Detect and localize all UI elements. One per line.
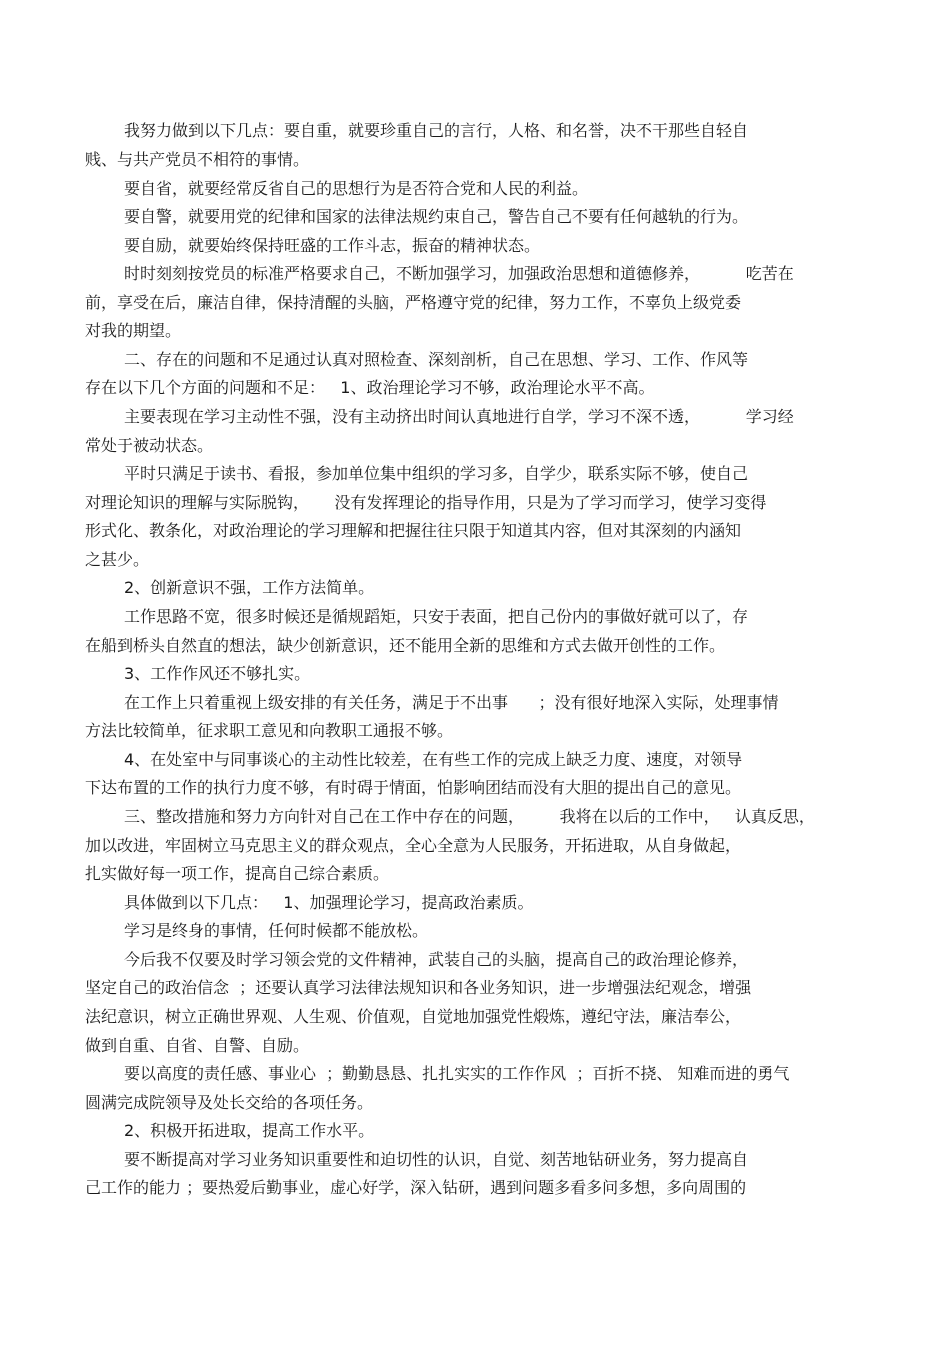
text-line: 要不断提高对学习业务知识重要性和迫切性的认识，自觉、刻苦地钻研业务，努力提高自 (124, 1150, 749, 1169)
text-line: 2、创新意识不强，工作方法简单。 (124, 578, 375, 597)
text-line: 二、存在的问题和不足通过认真对照检查、深刻剖析，自己在思想、学习、工作、作风等 (124, 350, 749, 369)
text-line: 学习是终身的事情，任何时候都不能放松。 (124, 921, 429, 940)
text-line: 做到自重、自省、自警、自励。 (85, 1036, 310, 1055)
text-line: 2、积极开拓进取，提高工作水平。 (124, 1121, 375, 1140)
text-line: 具体做到以下几点： 1、加强理论学习，提高政治素质。 (124, 893, 534, 912)
text-line: 要以高度的责任感、事业心 ；勤勤恳恳、扎扎实实的工作作风 ；百折不挠、 知难而进的勇气 (124, 1064, 790, 1083)
text-line: 己工作的能力 ；要热爱后勤事业，虚心好学，深入钻研，遇到问题多看多问多想，多向周围的 (85, 1178, 747, 1197)
text-line: 要自励，就要始终保持旺盛的工作斗志，振奋的精神状态。 (124, 236, 541, 255)
text-line: 坚定自己的政治信念 ；还要认真学习法律法规知识和各业务知识，进一步增强法纪观念，增强 (85, 978, 752, 997)
text-line: 前，享受在后，廉洁自律，保持清醒的头脑，严格遵守党的纪律，努力工作，不辜负上级党委 (85, 293, 742, 312)
text-line: 对理论知识的理解与实际脱钩， 没有发挥理论的指导作用，只是为了学习而学习，使学习变得 (85, 493, 767, 512)
text-line: 法纪意识，树立正确世界观、人生观、价值观，自觉地加强党性煅炼，遵纪守法，廉洁奉公， (85, 1007, 742, 1026)
text-line: 时时刻刻按党员的标准严格要求自己，不断加强学习，加强政治思想和道德修养， 吃苦在 (124, 264, 794, 283)
text-line: 工作思路不宽，很多时候还是循规蹈矩，只安于表面，把自己份内的事做好就可以了，存 (124, 607, 749, 626)
text-line: 要自警，就要用党的纪律和国家的法律法规约束自己，警告自己不要有任何越轨的行为。 (124, 207, 749, 226)
text-line: 之甚少。 (85, 550, 150, 569)
text-line: 我努力做到以下几点：要自重，就要珍重自己的言行，人格、和名誉，决不干那些自轻自 (124, 121, 749, 140)
text-line: 4、在处室中与同事谈心的主动性比较差，在有些工作的完成上缺乏力度、速度，对领导 (124, 750, 743, 769)
text-line: 三、整改措施和努力方向针对自己在工作中存在的问题， 我将在以后的工作中， 认真反思， (124, 807, 815, 826)
text-line: 在船到桥头自然直的想法，缺少创新意识，还不能用全新的思维和方式去做开创性的工作。 (85, 636, 726, 655)
text-line: 圆满完成院领导及处长交给的各项任务。 (85, 1093, 374, 1112)
text-line: 加以改进，牢固树立马克思主义的群众观点，全心全意为人民服务，开拓进取，从自身做起， (85, 836, 742, 855)
text-line: 存在以下几个方面的问题和不足： 1、政治理论学习不够，政治理论水平不高。 (85, 378, 655, 397)
text-line: 方法比较简单，征求职工意见和向教职工通报不够。 (85, 721, 454, 740)
text-line: 形式化、教条化，对政治理论的学习理解和把握往往只限于知道其内容，但对其深刻的内涵知 (85, 521, 742, 540)
text-line: 主要表现在学习主动性不强，没有主动挤出时间认真地进行自学，学习不深不透， 学习经 (124, 407, 794, 426)
text-line: 要自省，就要经常反省自己的思想行为是否符合党和人民的利益。 (124, 179, 589, 198)
text-line: 今后我不仅要及时学习领会党的文件精神，武装自己的头脑，提高自己的政治理论修养， (124, 950, 749, 969)
text-line: 下达布置的工作的执行力度不够，有时碍于情面，怕影响团结而没有大胆的提出自己的意见。 (85, 778, 742, 797)
text-line: 在工作上只着重视上级安排的有关任务，满足于不出事 ；没有很好地深入实际，处理事情 (124, 693, 779, 712)
text-line: 常处于被动状态。 (85, 436, 214, 455)
text-line: 3、工作作风还不够扎实。 (124, 664, 311, 683)
text-line: 扎实做好每一项工作，提高自己综合素质。 (85, 864, 390, 883)
text-line: 贱、与共产党员不相符的事情。 (85, 150, 310, 169)
text-line: 平时只满足于读书、看报，参加单位集中组织的学习多，自学少，联系实际不够，使自己 (124, 464, 749, 483)
text-line: 对我的期望。 (85, 321, 182, 340)
